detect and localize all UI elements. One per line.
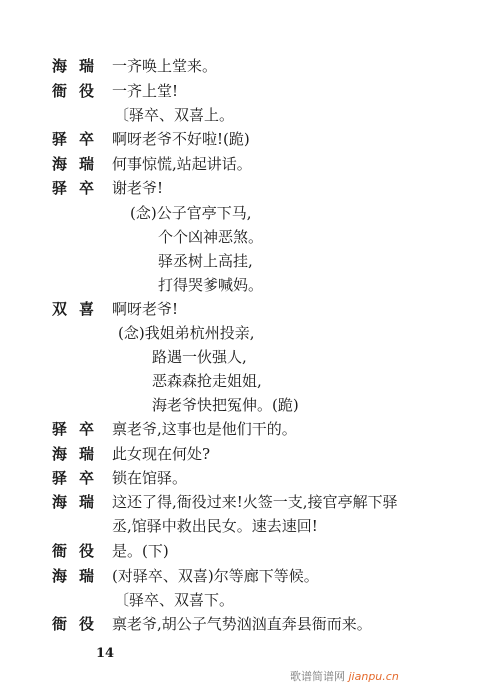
speaker-name: 驿卒 [52, 130, 107, 148]
dialogue-text: 锁在馆驿。 [112, 469, 188, 487]
speaker-name: 海瑞 [52, 445, 107, 463]
stage-direction-text: 〔驿卒、双喜上。 [114, 106, 235, 124]
verse-text: (念)公子官亭下马, [130, 204, 252, 222]
verse-text: 恶森森抢走姐姐, [152, 372, 262, 390]
dialogue-text: 谢老爷! [112, 179, 164, 197]
dialogue-text: 啊呀老爷不好啦!(跪) [112, 130, 250, 148]
speaker-name: 驿卒 [52, 179, 107, 197]
dialogue-text: 丞,馆驿中救出民女。速去速回! [112, 517, 318, 535]
speaker-name: 驿卒 [52, 469, 107, 487]
dialogue-text: 一齐唤上堂来。 [112, 57, 218, 75]
watermark-url: jianpu.cn [348, 670, 399, 683]
watermark [290, 668, 399, 684]
watermark-text: 歌谱简谱网 [290, 670, 345, 683]
dialogue-text: 一齐上堂! [112, 82, 179, 100]
verse-text: 海老爷快把冤伸。(跪) [152, 396, 299, 414]
verse-text: 打得哭爹喊妈。 [158, 276, 264, 294]
verse-text: (念)我姐弟杭州投亲, [118, 324, 255, 342]
speaker-name: 海瑞 [52, 493, 107, 511]
stage-direction-text: 〔驿卒、双喜下。 [114, 591, 235, 609]
dialogue-text: 这还了得,衙役过来!火签一支,接官亭解下驿 [112, 493, 398, 511]
speaker-name: 衙役 [52, 542, 107, 560]
dialogue-text: 是。(下) [112, 542, 169, 560]
speaker-name: 双喜 [52, 300, 107, 318]
dialogue-text: 此女现在何处? [112, 445, 211, 463]
verse-text: 个个凶神恶煞。 [158, 228, 264, 246]
speaker-name: 衙役 [52, 615, 107, 633]
verse-text: 路遇一伙强人, [152, 348, 247, 366]
dialogue-text: 啊呀老爷! [112, 300, 179, 318]
speaker-name: 衙役 [52, 82, 107, 100]
dialogue-text: 禀老爷,胡公子气势汹汹直奔县衙而来。 [112, 615, 372, 633]
speaker-name: 海瑞 [52, 155, 107, 173]
page-number: 14 [96, 646, 115, 661]
dialogue-text: 禀老爷,这事也是他们干的。 [112, 420, 297, 438]
speaker-name: 海瑞 [52, 567, 107, 585]
verse-text: 驿丞树上高挂, [158, 252, 253, 270]
dialogue-text: 何事惊慌,站起讲话。 [112, 155, 252, 173]
speaker-name: 海瑞 [52, 57, 107, 75]
speaker-name: 驿卒 [52, 420, 107, 438]
dialogue-text: (对驿卒、双喜)尔等廊下等候。 [112, 567, 319, 585]
